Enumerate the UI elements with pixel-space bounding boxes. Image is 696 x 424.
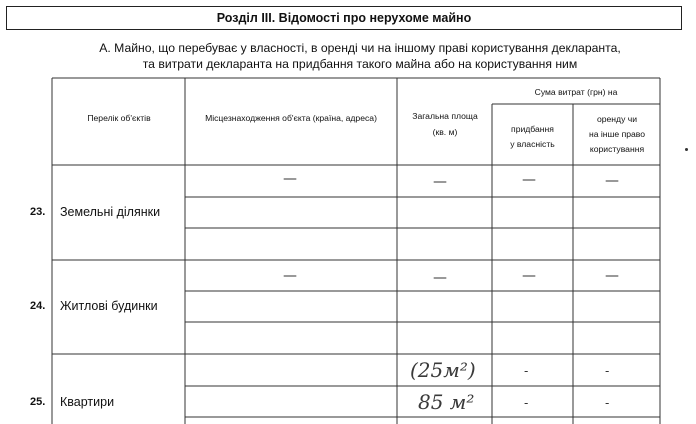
row24-acquisition-value: —: [522, 268, 536, 284]
header-expenses: Сума витрат (грн) на: [534, 87, 618, 97]
row-number-23: 23.: [30, 206, 46, 218]
header-area-line2: (кв. м): [432, 127, 458, 137]
row23-rent-value: —: [605, 173, 619, 189]
header-rent-line1: оренду чи: [596, 114, 638, 124]
row25-area-value-2: 85 м²: [418, 390, 475, 414]
header-area-line1: Загальна площа: [412, 111, 478, 121]
row-label-land: Земельні ділянки: [60, 205, 161, 219]
row24-area-value: —: [433, 270, 447, 286]
row24-location-value: —: [283, 268, 297, 284]
intro-line-2: та витрати декларанта на придбання такого майна або на користування ним: [142, 57, 578, 71]
row25-rent-value-1: -: [605, 364, 610, 378]
row-number-25: 25.: [30, 396, 46, 408]
row-label-houses: Житлові будинки: [60, 299, 158, 313]
header-acquisition: [494, 123, 571, 150]
header-acquisition-line2: у власність: [510, 139, 555, 149]
row25-rent-value-2: -: [605, 396, 610, 410]
header-acquisition-line1: придбання: [511, 124, 554, 134]
margin-speck: [685, 148, 688, 151]
row25-acquisition-value-2: -: [524, 396, 529, 410]
row23-area-value: —: [433, 174, 447, 190]
row23-acquisition-value: —: [522, 172, 536, 188]
row-label-apartments: Квартири: [60, 395, 115, 409]
header-location: Місцезнаходження об'єкта (країна, адреса): [205, 113, 377, 123]
header-area: [400, 110, 490, 138]
section-title-text: Розділ III. Відомості про нерухоме майно: [216, 11, 472, 25]
row25-area-value-1: (25м²): [410, 358, 476, 382]
row25-acquisition-value-1: -: [524, 364, 529, 378]
row23-location-value: —: [283, 171, 297, 187]
header-objects: Перелік об'єктів: [87, 113, 151, 123]
row24-rent-value: —: [605, 268, 619, 284]
row-number-24: 24.: [30, 300, 46, 312]
header-rent-line3: користування: [589, 144, 645, 154]
intro-line-1: А. Майно, що перебуває у власності, в оренді чи на іншому праві користування декларанта,: [99, 41, 621, 55]
header-rent: [575, 113, 659, 155]
header-rent-line2: на інше право: [588, 129, 646, 139]
